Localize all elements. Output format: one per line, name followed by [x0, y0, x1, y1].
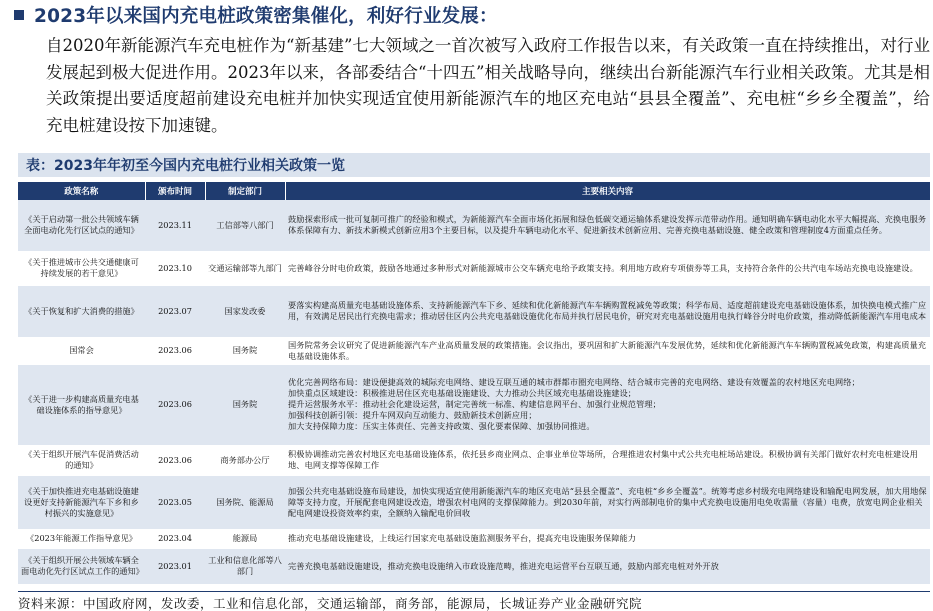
policy-table [18, 182, 931, 585]
department-cell: 国务院 [205, 337, 285, 364]
bullet-square-icon [14, 10, 24, 20]
content-cell: 完善峰谷分时电价政策，鼓励各地通过多种形式对新能源城市公交车辆充电给予政策支持。利用地方政府专项债券等工具，支持符合条件的公共汽电车场站充换电设施建设。 [285, 251, 930, 285]
footer-divider [18, 591, 930, 592]
issue-date-cell: 2023.06 [145, 445, 205, 475]
header-issue-date: 颁布时间 [145, 182, 205, 200]
table-row [18, 200, 930, 251]
issue-date-cell: 2023.11 [145, 200, 205, 251]
header-content: 主要相关内容 [285, 182, 930, 200]
table-title-bar [18, 153, 930, 177]
issue-date-cell: 2023.07 [145, 285, 205, 337]
policy-name-cell: 《关于组织开展汽车促消费活动的通知》 [18, 445, 145, 475]
department-cell: 商务部办公厅 [205, 445, 285, 475]
heading-text: 2023年以来国内充电桩政策密集催化，利好行业发展： [34, 6, 498, 27]
department-cell: 工信部等八部门 [205, 200, 285, 251]
content-cell: 优化完善网络布局：建设便捷高效的城际充电网络、建设互联互通的城市群都市圈充电网络、结合城市完善的充电网络、建设有效覆盖的农村地区充电网络； 加快重点区域建设：积极推进居住区充电基础设施建设、大力推动公共区域充电基础设施建设； 提升运营服务水平：推动社会化建设运营，制定完善统一标准、构建信息网平台、加强行业规范管理； 加强科技创新引领：提升车网双向互动能力、鼓励新技术创新应用； 加大支持保障力度：压实主体责任、完善支持政策、强化要素保障、加强协同推进。 [285, 364, 930, 445]
content-cell: 鼓励探索形成一批可复制可推广的经验和模式，为新能源汽车全面市场化拓展和绿色低碳交通运输体系建设发挥示范带动作用。通知明确车辆电动化水平大幅提高、充换电服务体系保障有力、新技术新模式创新应用3个主要目标，以及提升车辆电动化水平、促进新技术创新应用、完善充换电基础设施、健全政策和管理制度4方面重点任务。 [285, 200, 930, 251]
table-header-row [18, 182, 930, 200]
department-cell: 国务院、能源局 [205, 475, 285, 529]
content-cell: 国务院常务会议研究了促进新能源汽车产业高质量发展的政策措施。会议指出，要巩固和扩大新能源汽车发展优势，延续和优化新能源汽车车辆购置税减免政策，构建高质量充电基础设施体系。 [285, 337, 930, 364]
table-title: 表：2023年年初至今国内充电桩行业相关政策一览 [26, 158, 345, 174]
policy-name-cell: 《关于推进城市公共交通健康可持续发展的若干意见》 [18, 251, 145, 285]
issue-date-cell: 2023.06 [145, 337, 205, 364]
policy-name-cell: 《关于启动第一批公共领域车辆全面电动化先行区试点的通知》 [18, 200, 145, 251]
table-row [18, 337, 930, 364]
content-cell: 要落实构建高质量充电基础设施体系、支持新能源汽车下乡、延续和优化新能源汽车车辆购置税减免等政策；科学布局、适度超前建设充电基础设施体系，加快换电模式推广应用，有效满足居民出行充换电需求；推动居住区内公共充电基础设施优化布局并执行居民电价，研究对充电基础设施用电执行峰谷分时电价政策，推动降低新能源汽车用电成本 [285, 285, 930, 337]
issue-date-cell: 2023.04 [145, 529, 205, 548]
issue-date-cell: 2023.10 [145, 251, 205, 285]
table-row [18, 529, 930, 548]
table-row [18, 285, 930, 337]
policy-name-cell: 《关于进一步构建高质量充电基础设施体系的指导意见》 [18, 364, 145, 445]
header-department: 制定部门 [205, 182, 285, 200]
department-cell: 能源局 [205, 529, 285, 548]
policy-name-cell: 《关于恢复和扩大消费的措施》 [18, 285, 145, 337]
issue-date-cell: 2023.01 [145, 548, 205, 584]
department-cell: 国务院 [205, 364, 285, 445]
header-policy-name: 政策名称 [18, 182, 145, 200]
table-row [18, 548, 930, 584]
table-row [18, 364, 930, 445]
source-note: 资料来源：中国政府网，发改委，工业和信息化部，交通运输部，商务部，能源局，长城证券产业金融研究院 [18, 596, 643, 611]
issue-date-cell: 2023.05 [145, 475, 205, 529]
body-paragraph: 自2020年新能源汽车充电桩作为“新基建”七大领域之一首次被写入政府工作报告以来，有关政策一直在持续推出，对行业发展起到极大促进作用。2023年以来，各部委结合“十四五”相关战略导向，继续出台新能源汽车行业相关政策。尤其是相关政策提出要适度超前建设充电桩并加快实现适宜使用新能源汽车的地区充电站“县县全覆盖”、充电桩“乡乡全覆盖”，给充电桩建设按下加速键。 [46, 36, 930, 135]
table-row [18, 251, 930, 285]
department-cell: 交通运输部等九部门 [205, 251, 285, 285]
policy-name-cell: 《关于组织开展公共领域车辆全面电动化先行区试点工作的通知》 [18, 548, 145, 584]
content-cell: 完善充换电基础设施建设，推动充换电设施纳入市政设施范畴，推进充电运营平台互联互通，鼓励内部充电桩对外开放 [285, 548, 930, 584]
policy-name-cell: 国常会 [18, 337, 145, 364]
table-row [18, 475, 930, 529]
policy-name-cell: 《关于加快推进充电基础设施建设更好支持新能源汽车下乡和乡村振兴的实施意见》 [18, 475, 145, 529]
content-cell: 推动充电基础设施建设，上线运行国家充电基础设施监测服务平台，提高充电设施服务保障能力 [285, 529, 930, 548]
content-cell: 积极协调推动完善农村地区充电基础设施体系，依托县乡商业网点、企事业单位等场所，合理推进农村集中式公共充电桩场站建设。积极协调有关部门做好农村充电桩建设用地、电网支撑等保障工作 [285, 445, 930, 475]
department-cell: 工业和信息化部等八部门 [205, 548, 285, 584]
table-row [18, 445, 930, 475]
department-cell: 国家发改委 [205, 285, 285, 337]
issue-date-cell: 2023.06 [145, 364, 205, 445]
policy-name-cell: 《2023年能源工作指导意见》 [18, 529, 145, 548]
section-heading [14, 2, 498, 28]
content-cell: 加强公共充电基础设施布局建设，加快实现适宜使用新能源汽车的地区充电站“县县全覆盖”、充电桩“乡乡全覆盖”。统筹考虑乡村级充电网络建设和输配电网发展，加大用地保障等支持力度，开展配套电网建设改造，增强农村电网的支撑保障能力。到2030年前，对实行两部制电价的集中式充换电设施用电免收需量（容量）电费，放宽电网企业相关配电网建设投资效率约束，全额纳入输配电价回收 [285, 475, 930, 529]
